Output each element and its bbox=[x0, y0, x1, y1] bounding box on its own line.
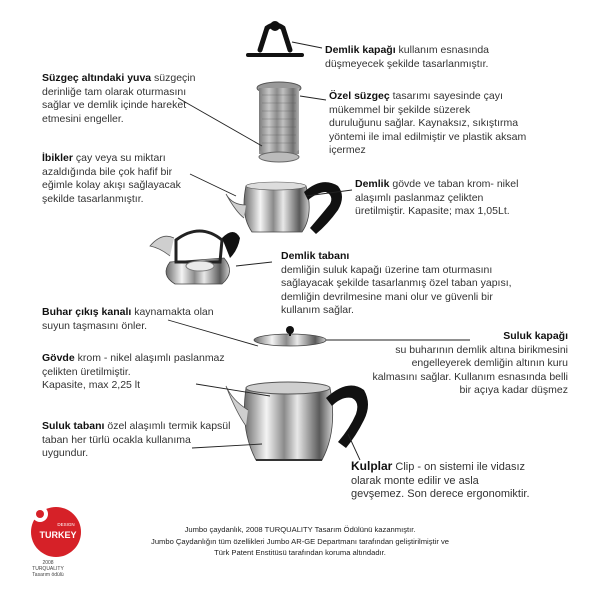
kettle-body bbox=[226, 382, 368, 460]
award-design-label: DESIGN bbox=[57, 522, 75, 527]
callout-suzgec-yuva: Süzgeç altındaki yuva süzgeçin derinliğe tam olarak oturmasını sağlar ve demlik içinde hareket etmesini engeller. bbox=[42, 72, 196, 125]
callout-suluk-tabani: Suluk tabanı özel alaşımlı termik kapsül taban her türlü ocakla kullanıma uygundur. bbox=[42, 420, 231, 459]
footer-note bbox=[110, 524, 490, 559]
small-teapot bbox=[226, 182, 342, 234]
callout-kulplar: Kulplar Clip - on sistemi ile vidasız olarak monte edilir ve asla gevşemez. Son derece ergonomiktir. bbox=[351, 459, 530, 500]
award-caption: 2008 TURQUALITY Tasarım ödülü bbox=[32, 560, 64, 578]
callout-buhar-cikis: Buhar çıkış kanalı kaynamakta olan suyun taşmasını önler. bbox=[42, 306, 214, 332]
footer-line-3: Türk Patent Enstitüsü tarafından koruma altındadır. bbox=[214, 548, 386, 557]
callout-demlik-kapagi: Demlik kapağı kullanım esnasında düşmeyecek şekilde tasarlanmıştır. bbox=[325, 44, 490, 70]
design-turkey-award-logo bbox=[26, 502, 86, 560]
footer-line-2: Jumbo Çaydanlığın tüm özellikleri Jumbo AR-GE Departmanı tarafından geliştirilmiştir ve bbox=[151, 536, 449, 546]
teapot-lid-knob bbox=[248, 21, 302, 55]
callout-suluk-kapagi: Suluk kapağı su buharının demlik altına birikmesini engelleyerek demliğin altının kuru kalmasını sağlar. Kullanım esnasında belli bir açıya kadar düşmez bbox=[372, 330, 568, 396]
callout-demlik: Demlik gövde ve taban krom- nikel alaşımlı paslanmaz çelikten üretilmiştir. Kapasite; max 1,05Lt. bbox=[355, 178, 519, 217]
callout-demlik-tabani: Demlik tabanı demliğin suluk kapağı üzerine tam oturmasını sağlayacak şekilde tasarlanmış özel taban yapısı, demliğin devrilmesine mani olur ve güvenli bir kullanım sağlar. bbox=[281, 250, 512, 316]
teapot-base bbox=[150, 231, 240, 284]
footer-line-1: Jumbo çaydanlık, 2008 TURQUALITY Tasarım Ödülünü kazanmıştır. bbox=[184, 525, 416, 534]
strainer-basket bbox=[257, 82, 301, 162]
kettle-lid bbox=[254, 326, 326, 346]
award-turkey-label: TURKEY bbox=[39, 530, 77, 540]
callout-govde: Gövde krom - nikel alaşımlı paslanmaz çelikten üretilmiştir. Kapasite, max 2,25 lt bbox=[42, 352, 225, 391]
callout-ozel-suzgec: Özel süzgeç tasarımı sayesinde çayı mükemmel bir şekilde süzerek duruluğunu sağlar. Kaynaksız, sıkıştırma yöntemi ile imal edilmiştir ve plastik aksam içermez bbox=[329, 90, 527, 156]
callout-ibikler: İbikler çay veya su miktarı azaldığında bile çok hafif bir eğimle kolay akışı sağlayacak şekilde tasarlanmıştır. bbox=[42, 152, 181, 205]
